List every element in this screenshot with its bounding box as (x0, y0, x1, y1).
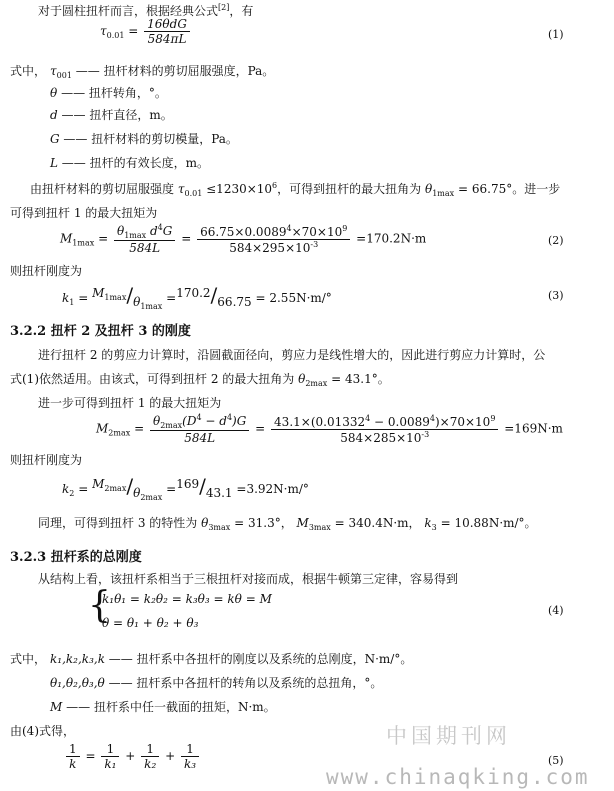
watermark-chinese: 中国期刊网 (386, 724, 511, 748)
intro-line: 对于圆柱扭杆而言，根据经典公式[2]，有 (38, 3, 254, 18)
equation-k2: $k_2 = M^{2max}/\theta_{2max} =169/43.1 =3.92N\cdot m/^\circ$ (62, 474, 309, 502)
citation: [2] (218, 3, 230, 12)
definition-angles: θ₁,θ₂,θ₃,θ —— 扭杆系中各扭杆的转角以及系统的总扭角，°。 (50, 676, 383, 690)
definition-d: d —— 扭杆直径，m。 (50, 108, 173, 122)
fraction: $\frac{\theta_{2max}(D^4 - d^4)G}{584L}$ (150, 413, 249, 445)
paragraph-structure: 从结构上看，该扭杆系相当于三根扭杆对接而成，根据牛顿第三定律，容易得到 (38, 572, 459, 586)
definition-theta: θ —— 扭杆转角，°。 (50, 86, 167, 100)
paragraph-shear-line3: 进一步可得到扭杆 1 的最大扭矩为 (38, 396, 222, 410)
definition-tau: $\tau_{001}$ —— 扭杆材料的剪切屈服强度，Pa。 (50, 64, 275, 80)
paragraph-bar3-properties: 同理，可得到扭杆 3 的特性为 $\theta_{3max} = 31.3^\circ$， $M_{3max} = 340.4N\cdot m$， $k_3 = 10.88N\cdot m/^\circ$。 (38, 516, 537, 532)
equation-number: (2) (548, 234, 564, 247)
equation-1: $\tau_{0.01}$ = $\frac{\text{16θdG}}{584\pi L}$ (100, 17, 192, 46)
section-heading-3-2-3: 3.2.3 扭杆系的总刚度 (10, 550, 142, 565)
equation-number: (4) (548, 604, 564, 617)
equation-number: (1) (548, 28, 564, 41)
stiffness-label-1: 则扭杆刚度为 (10, 264, 83, 278)
equation-3: $k_1 = M^{1max}/\theta_{1max} =170.2/66.75 = 2.55N\cdot m/^\circ$ (62, 283, 332, 311)
equation-m2max: $M_{2max}$ = $\frac{\theta_{2max}(D^4 - d^4)G}{584L}$ = $\frac{43.1\times(0.01332^4 - 0.0089^4)\times 70\times 10^9}{584\times 285\times 10^{-3}}$ =169N·m (96, 413, 563, 445)
fraction: $\frac{66.75\times 0.0089^4\times 70\times 10^9}{584\times 295\times 10^{-3}}$ (197, 224, 350, 255)
equation-number: (5) (548, 754, 564, 767)
definition-l: L —— 扭杆的有效长度，m。 (50, 156, 209, 170)
paragraph-shear-line1: 进行扭杆 2 的剪应力计算时，沿圆截面径向，剪应力是线性增大的，因此进行剪应力计算时，公 (38, 348, 546, 362)
equation-system-line1: k₁θ₁ = k₂θ₂ = k₃θ₃ = kθ = M (102, 592, 272, 606)
definition-prefix: 式中， (10, 64, 47, 78)
watermark-url: www.chinaqking.com (326, 765, 590, 789)
fraction: $\frac{43.1\times(0.01332^4 - 0.0089^4)\times 70\times 10^9}{584\times 285\times 10^{-3}}$ (271, 414, 498, 445)
definition-g: G —— 扭杆材料的剪切模量，Pa。 (50, 132, 238, 146)
equation-number: (3) (548, 289, 564, 302)
paragraph-from-eq4: 由(4)式得， (10, 724, 75, 738)
paragraph-max-torque-intro: 可得到扭杆 1 的最大扭矩为 (10, 206, 158, 220)
definition-torque: M —— 扭杆系中任一截面的扭矩，N·m。 (50, 700, 276, 714)
equation-system-line2: θ = θ₁ + θ₂ + θ₃ (102, 616, 199, 630)
section-heading-3-2-2: 3.2.2 扭杆 2 及扭杆 3 的刚度 (10, 324, 191, 339)
fraction: $\frac{\text{16θdG}}{584\pi L}$ (144, 17, 190, 46)
definition-prefix: 式中， (10, 652, 47, 666)
brace: { (88, 585, 111, 626)
equation-5: $\frac{1}{k}$ = $\frac{1}{\text{k₁}}$ + $\frac{1}{\text{k₂}}$ + $\frac{1}{\text{k₃}}$ (64, 742, 201, 771)
fraction: $\frac{\theta_{1max} d^4G}{584L}$ (114, 223, 175, 255)
paragraph-shear-line2: 式(1)依然适用。由该式，可得到扭杆 2 的最大扭角为 $\theta_{2max} = 43.1^\circ$。 (10, 372, 390, 388)
definition-stiffnesses: k₁,k₂,k₃,k —— 扭杆系中各扭杆的刚度以及系统的总刚度，N·m/°。 (50, 652, 413, 666)
equation-2: $M_{1max}$ = $\frac{\theta_{1max} d^4G}{584L}$ = $\frac{66.75\times 0.0089^4\times 70\times 10^9}{584\times 295\times 10^{-3}}$ =170.2N·m (60, 223, 427, 255)
paragraph-max-angle: 由扭杆材料的剪切屈服强度 $\tau_{0.01} \le 1230\times 10^6$，可得到扭杆的最大扭角为 $\theta_{1max} = 66.75^\circ$。进一步 (30, 181, 561, 198)
stiffness-label-2: 则扭杆刚度为 (10, 453, 83, 467)
